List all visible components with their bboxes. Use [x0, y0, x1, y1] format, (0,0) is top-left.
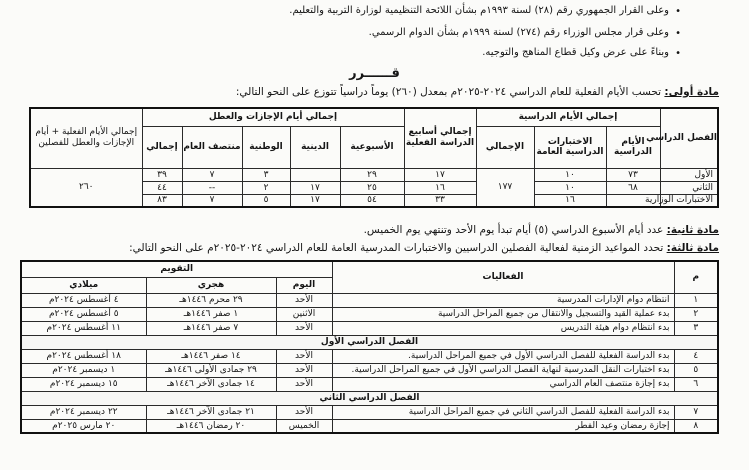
cell-religious: ١٧	[290, 181, 340, 194]
cell-national: ٣	[242, 168, 290, 181]
section-row	[21, 335, 718, 349]
cell-mid-year: --	[182, 181, 242, 194]
article-2	[364, 224, 719, 236]
cell-num: ٤	[674, 349, 718, 363]
section-row	[21, 391, 718, 405]
cell-activity: بدء انتظام دوام هيئة التدريس	[332, 321, 674, 335]
cell-hijri: ٢٩ جمادى الأولى ١٤٤٦هـ	[146, 363, 276, 377]
schedule-table	[20, 260, 719, 434]
cell-weekly: ٢٥	[340, 181, 404, 194]
cell-weekly: ٢٩	[340, 168, 404, 181]
cell-day: الاثنين	[276, 307, 332, 321]
header-grand-total: إجمالي الأيام الفعلية + أيام الإجازات والعطل للفصلين	[30, 108, 142, 168]
header-gregorian: ميلادي	[21, 277, 146, 293]
cell-general-exams: ١٠	[534, 168, 606, 181]
cell-semester: الأول	[660, 168, 718, 181]
cell-activity: بدء الدراسة الفعلية للفصل الدراسي الثاني في جميع المراحل الدراسية	[332, 405, 674, 419]
decision-title: قــــــرر	[349, 66, 400, 81]
cell-holidays-total: ٤٤	[142, 181, 182, 194]
table-row	[21, 321, 718, 335]
article-1-label: مادة أولى:	[664, 86, 719, 98]
header-hijri: هجري	[146, 277, 276, 293]
article-3-label: مادة ثالثة:	[666, 242, 719, 254]
cell-num: ٢	[674, 307, 718, 321]
cell-activity: بدء إجازة منتصف العام الدراسي	[332, 377, 674, 391]
header-study-total: الإجمالي	[476, 126, 534, 168]
table-row	[21, 377, 718, 391]
table-row	[21, 307, 718, 321]
intro-line-1: وعلى القرار الجمهوري رقم (٢٨) لسنة ١٩٩٣م بشأن اللائحة التنظيمية لوزارة التربية والتعليم.	[289, 5, 669, 16]
cell-study-total: ١٧٧	[476, 168, 534, 207]
cell-national: ٢	[242, 181, 290, 194]
cell-num: ١	[674, 293, 718, 307]
cell-num: ٣	[674, 321, 718, 335]
cell-day: الأحد	[276, 293, 332, 307]
cell-hijri: ٢١ جمادى الآخر ١٤٤٦هـ	[146, 405, 276, 419]
cell-activity: بدء عملية القيد والتسجيل والانتقال من جميع المراحل الدراسية	[332, 307, 674, 321]
cell-day: الأحد	[276, 321, 332, 335]
cell-activity: بدء اختبارات النقل المدرسية لنهاية الفصل الدراسي الأول في جميع المراحل الدراسية.	[332, 363, 674, 377]
table-row	[30, 168, 718, 181]
cell-mid-year: ٧	[182, 194, 242, 207]
cell-hijri: ٢٩ محرم ١٤٤٦هـ	[146, 293, 276, 307]
cell-grand-total: ٢٦٠	[30, 168, 142, 207]
cell-gregorian: ١١ أغسطس ٢٠٢٤م	[21, 321, 146, 335]
intro-line-2: وعلى قرار مجلس الوزراء رقم (٢٧٤) لسنة ١٩٩٩م بشأن الدوام الرسمي.	[368, 27, 669, 38]
cell-activity: إجازة رمضان وعيد الفطر	[332, 419, 674, 433]
cell-holidays-total: ٣٩	[142, 168, 182, 181]
table-row	[21, 293, 718, 307]
cell-day: الخميس	[276, 419, 332, 433]
header-calendar: التقويم	[21, 261, 332, 277]
header-num: م	[674, 261, 718, 293]
header-national: الوطنية	[242, 126, 290, 168]
cell-day: الأحد	[276, 349, 332, 363]
cell-gregorian: ٢٠ مارس ٢٠٢٥م	[21, 419, 146, 433]
cell-national: ٥	[242, 194, 290, 207]
bullet-icon: •	[675, 28, 681, 39]
days-distribution-table	[29, 107, 719, 208]
cell-gregorian: ١ ديسمبر ٢٠٢٤م	[21, 363, 146, 377]
cell-day: الأحد	[276, 377, 332, 391]
article-1	[236, 86, 719, 98]
cell-gregorian: ١٨ أغسطس ٢٠٢٤م	[21, 349, 146, 363]
header-day: اليوم	[276, 277, 332, 293]
cell-weeks: ١٧	[404, 168, 476, 181]
cell-general-exams: ١٦	[534, 194, 606, 207]
cell-holidays-total: ٨٣	[142, 194, 182, 207]
cell-semester: الاختبارات الوزارية	[660, 194, 718, 207]
bullet-icon: •	[675, 6, 681, 17]
cell-hijri: ٧ صفر ١٤٤٦هـ	[146, 321, 276, 335]
cell-gregorian: ٥ أغسطس ٢٠٢٤م	[21, 307, 146, 321]
cell-hijri: ١٤ صفر ١٤٤٦هـ	[146, 349, 276, 363]
section-first-semester: الفصل الدراسي الأول	[21, 335, 718, 349]
cell-gregorian: ٤ أغسطس ٢٠٢٤م	[21, 293, 146, 307]
cell-hijri: ٢٠ رمضان ١٤٤٦هـ	[146, 419, 276, 433]
cell-mid-year: ٧	[182, 168, 242, 181]
cell-weekly: ٥٤	[340, 194, 404, 207]
intro-line-3: وبناءً على عرض وكيل قطاع المناهج والتوجيه.	[482, 47, 669, 58]
article-1-text: تحسب الأيام الفعلية للعام الدراسي ٢٠٢٤-٢٠٢٥م بمعدل (٢٦٠) يوماً دراسياً تتوزع على النحو التالي:	[235, 86, 662, 98]
cell-study-days: ٧٣	[606, 168, 660, 181]
cell-hijri: ١٤ جمادى الآخر ١٤٤٦هـ	[146, 377, 276, 391]
cell-num: ٧	[674, 405, 718, 419]
cell-weeks: ٣٣	[404, 194, 476, 207]
article-3-text: تحدد المواعيد الزمنية لفعالية الفصلين الدراسيين والاختبارات المدرسية العامة للعام الدراسي ٢٠٢٤-٢٠٢٥م على النحو التالي:	[129, 242, 664, 254]
cell-num: ٦	[674, 377, 718, 391]
cell-religious: ١٧	[290, 194, 340, 207]
cell-activity: انتظام دوام الإدارات المدرسية	[332, 293, 674, 307]
cell-weeks: ١٦	[404, 181, 476, 194]
cell-day: الأحد	[276, 363, 332, 377]
cell-num: ٥	[674, 363, 718, 377]
header-general-exams: الاختبارات الدراسية العامة	[534, 126, 606, 168]
table-row	[21, 363, 718, 377]
header-study-days: الأيام الدراسية	[606, 126, 660, 168]
bullet-icon: •	[675, 48, 681, 59]
header-religious: الدينية	[290, 126, 340, 168]
header-activities: الفعاليات	[332, 261, 674, 293]
table-row	[21, 405, 718, 419]
cell-activity: بدء الدراسة الفعلية للفصل الدراسي الأول في جميع المراحل الدراسية.	[332, 349, 674, 363]
table-row	[21, 419, 718, 433]
cell-hijri: ١ صفر ١٤٤٦هـ	[146, 307, 276, 321]
header-semester: الفصل الدراسي	[660, 108, 718, 168]
article-3	[129, 242, 719, 254]
cell-semester: الثاني	[660, 181, 718, 194]
header-actual-weeks: إجمالي أسابيع الدراسة الفعلية	[404, 108, 476, 168]
header-holidays-total: إجمالي	[142, 126, 182, 168]
article-2-label: مادة ثانية:	[666, 224, 719, 236]
cell-num: ٨	[674, 419, 718, 433]
header-holidays-group: إجمالي أيام الإجازات والعطل	[142, 108, 404, 126]
article-2-text: عدد أيام الأسبوع الدراسي (٥) أيام تبدأ يوم الأحد وتنتهي يوم الخميس.	[363, 224, 664, 236]
cell-day: الأحد	[276, 405, 332, 419]
header-mid-year: منتصف العام	[182, 126, 242, 168]
header-weekly: الأسبوعية	[340, 126, 404, 168]
header-study-days-group: إجمالي الأيام الدراسية	[476, 108, 660, 126]
cell-gregorian: ١٥ ديسمبر ٢٠٢٤م	[21, 377, 146, 391]
section-second-semester: الفصل الدراسي الثاني	[21, 391, 718, 405]
cell-general-exams: ١٠	[534, 181, 606, 194]
table-row	[21, 349, 718, 363]
cell-study-days: ٦٨	[606, 181, 660, 194]
cell-religious	[290, 168, 340, 181]
cell-gregorian: ٢٢ ديسمبر ٢٠٢٤م	[21, 405, 146, 419]
